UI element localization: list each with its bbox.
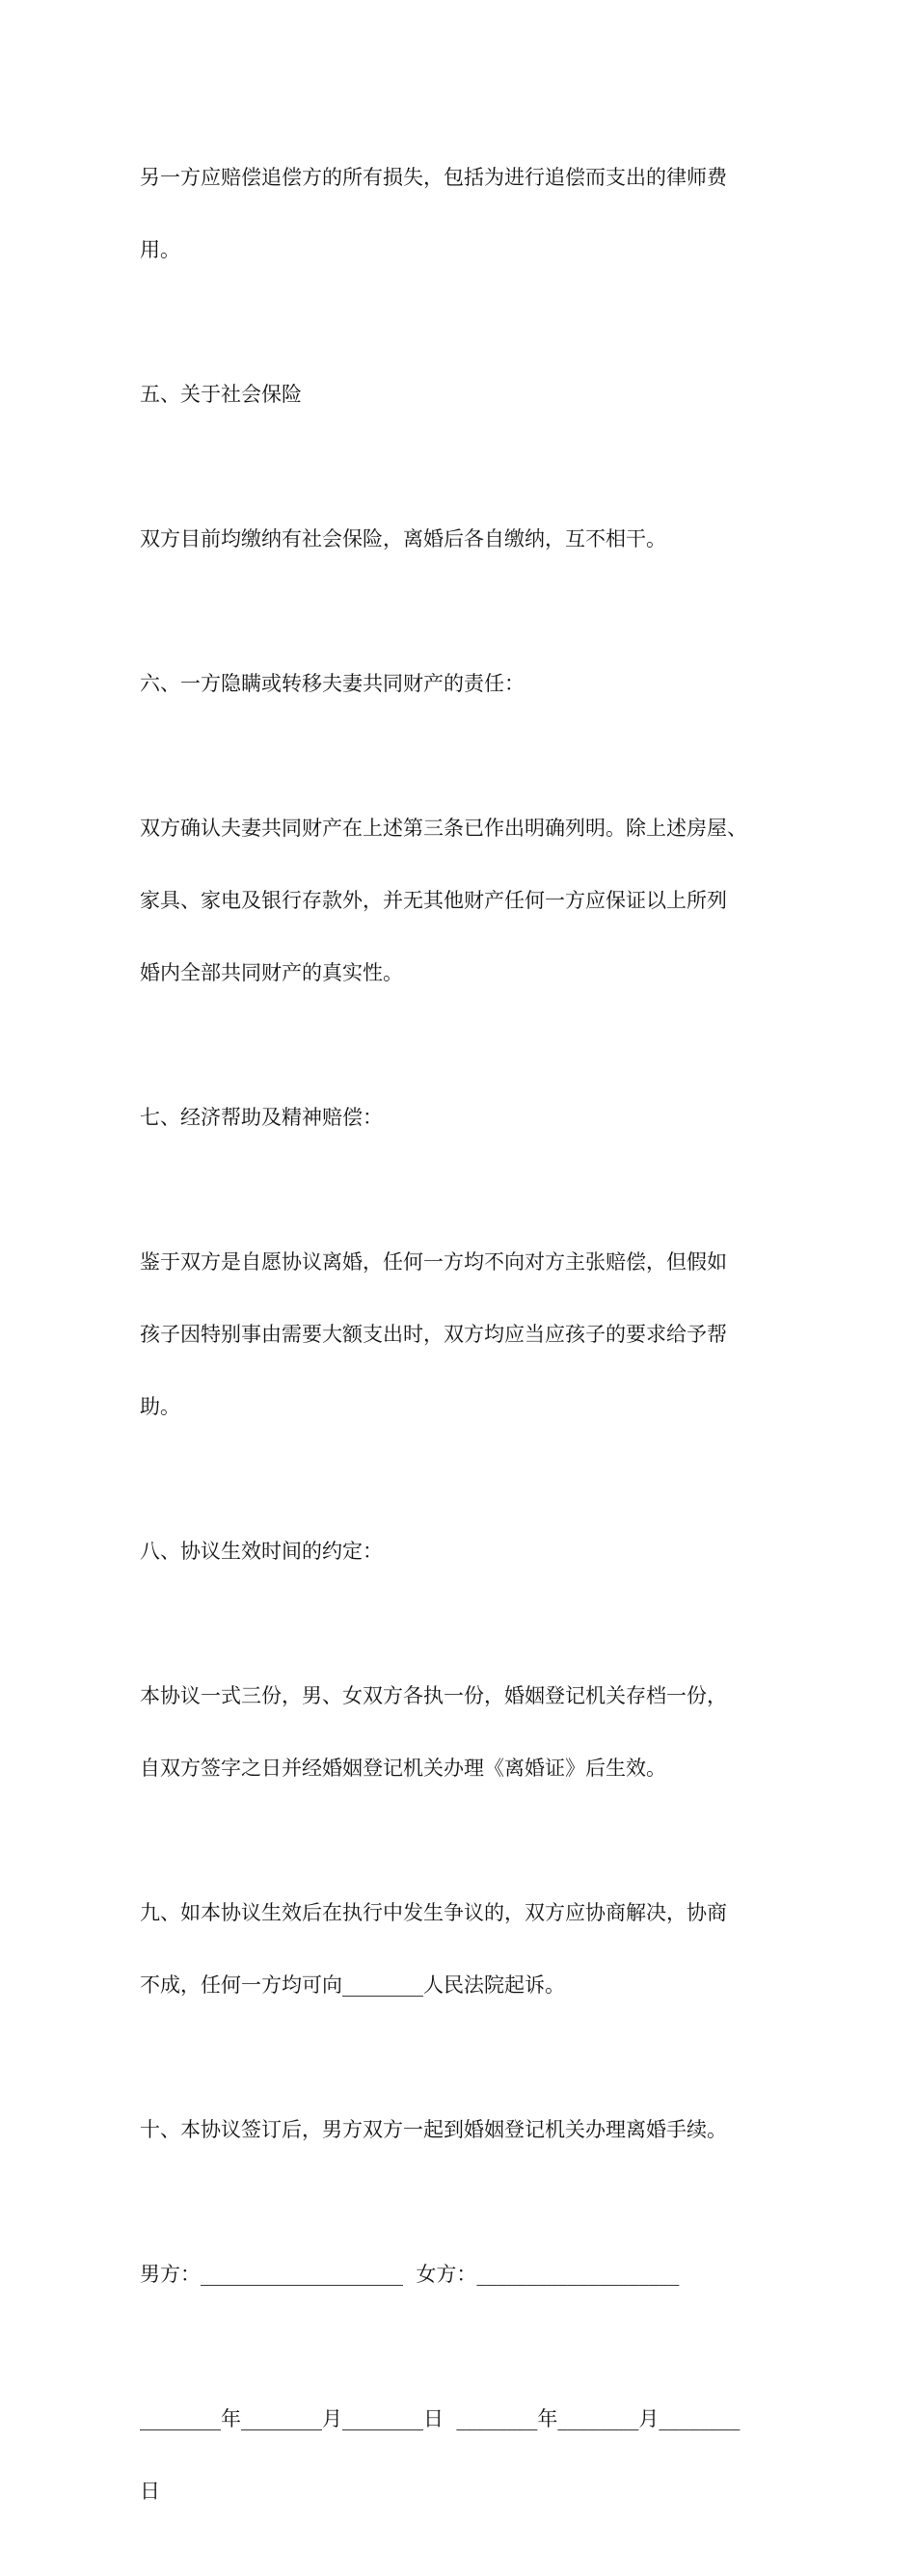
text-line: 助。: [140, 1395, 180, 1418]
text-line: 五、关于社会保险: [140, 383, 302, 406]
text-line: 双方确认夫妻共同财产在上述第三条已作出明确列明。除上述房屋、: [140, 817, 747, 840]
text-line: ________年________月________日 ________年________月________: [140, 2407, 741, 2430]
paragraph-compensation-tail: [140, 118, 786, 310]
text-line: 九、如本协议生效后在执行中发生争议的，双方应协商解决，协商: [140, 1901, 727, 1924]
text-line: 鉴于双方是自愿协议离婚，任何一方均不向对方主张赔偿，但假如: [140, 1250, 727, 1274]
text-line: 双方目前均缴纳有社会保险，离婚后各自缴纳，互不相干。: [140, 527, 666, 550]
text-line: 孩子因特别事由需要大额支出时，双方均应当应孩子的要求给予帮: [140, 1323, 727, 1346]
text-line: 不成，任何一方均可向________人民法院起诉。: [140, 1973, 565, 1997]
text-line: 六、一方隐瞒或转移夫妻共同财产的责任：: [140, 672, 525, 695]
paragraph-social-insurance: [140, 479, 786, 600]
text-line: 家具、家电及银行存款外，并无其他财产任何一方应保证以上所列: [140, 889, 727, 912]
paragraph-economic-help: [140, 1202, 786, 1467]
text-line: 婚内全部共同财产的真实性。: [140, 961, 403, 984]
date-line: [140, 2359, 786, 2552]
heading-economic-help: [140, 1058, 786, 1178]
heading-effective-time: [140, 1491, 786, 1612]
text-line: 十、本协议签订后，男方双方一起到婚姻登记机关办理离婚手续。: [140, 2118, 727, 2141]
text-line: 男方：____________________ 女方：____________________: [140, 2263, 680, 2286]
paragraph-dispute: [140, 1853, 786, 2046]
text-line: 用。: [140, 238, 180, 261]
heading-social-insurance: [140, 335, 786, 455]
text-line: 自双方签字之日并经婚姻登记机关办理《离婚证》后生效。: [140, 1757, 666, 1780]
document-body: [140, 118, 786, 2576]
text-line: 另一方应赔偿追偿方的所有损失，包括为进行追偿而支出的律师费: [140, 166, 727, 189]
heading-property-liability: [140, 624, 786, 744]
text-line: 八、协议生效时间的约定：: [140, 1540, 383, 1563]
paragraph-effective-time: [140, 1636, 786, 1829]
paragraph-property-liability: [140, 768, 786, 1033]
text-line: 本协议一式三份，男、女双方各执一份，婚姻登记机关存档一份，: [140, 1684, 727, 1707]
text-line: 日: [140, 2480, 160, 2503]
text-line: 七、经济帮助及精神赔偿：: [140, 1106, 383, 1129]
paragraph-procedure: [140, 2070, 786, 2190]
signature-line: [140, 2214, 786, 2335]
